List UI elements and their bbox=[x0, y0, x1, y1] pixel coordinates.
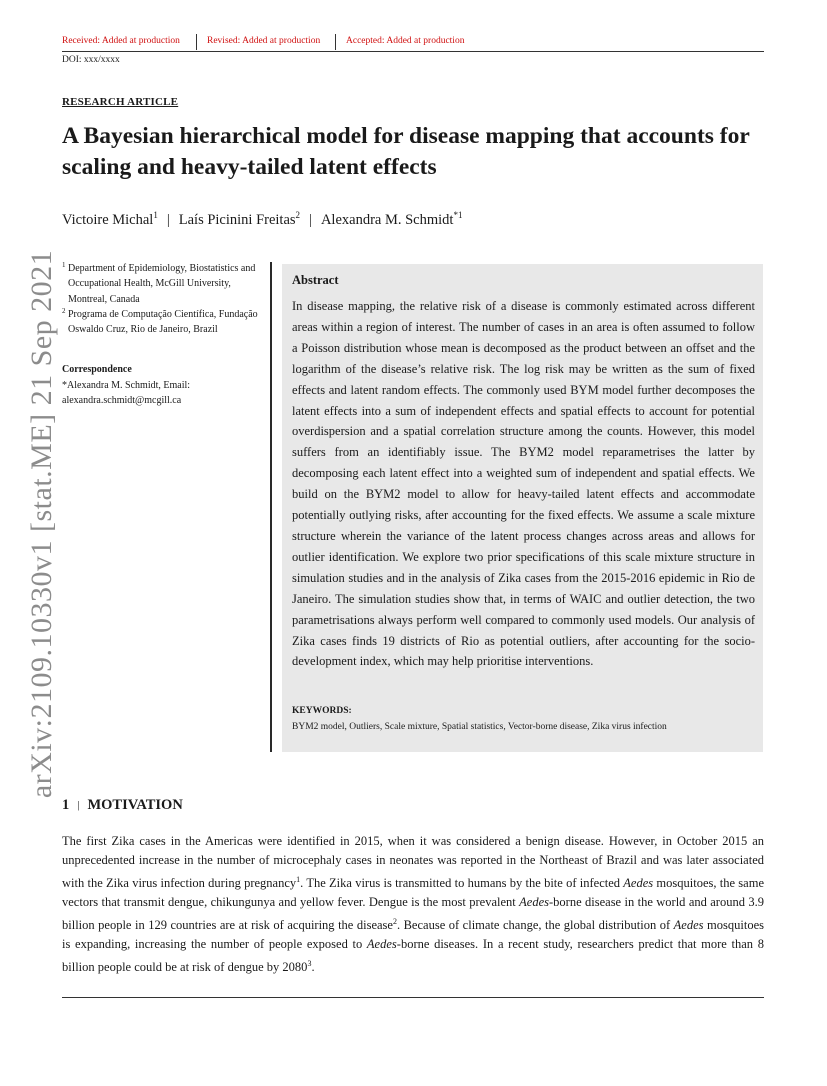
accepted-date: Accepted: Added at production bbox=[346, 36, 465, 46]
keywords-list: BYM2 model, Outliers, Scale mixture, Spatial statistics, Vector-borne disease, Zika virus infection bbox=[292, 722, 667, 732]
body-text-run: . Because of climate change, the global distribution of bbox=[396, 918, 674, 933]
affiliation-mark: 2 bbox=[62, 306, 66, 315]
doi: DOI: xxx/xxxx bbox=[62, 55, 120, 65]
affiliation-mark: 1 bbox=[62, 261, 66, 269]
correspondence-author: *Alexandra M. Schmidt, Email: bbox=[62, 380, 191, 391]
arxiv-stamp: arXiv:2109.10330v1 [stat.ME] 21 Sep 2021 bbox=[25, 249, 58, 799]
citation-link[interactable]: 3 bbox=[307, 959, 312, 969]
paper-title: A Bayesian hierarchical model for disease mapping that accounts for scaling and heavy-tailed latent effects bbox=[62, 123, 750, 180]
revised-date: Revised: Added at production bbox=[207, 36, 321, 46]
divider bbox=[196, 34, 197, 50]
author-name: Alexandra M. Schmidt bbox=[320, 211, 454, 228]
author-affil-mark: *1 bbox=[453, 210, 463, 220]
section-title: MOTIVATION bbox=[87, 797, 183, 813]
correspondence-details bbox=[62, 378, 267, 409]
body-text-run: mosquitoes is expanding, increasing the number of people exposed to bbox=[62, 918, 764, 952]
correspondence-heading: Correspondence bbox=[62, 364, 132, 375]
body-text-run: . bbox=[311, 960, 315, 975]
abstract-heading: Abstract bbox=[292, 273, 339, 287]
section-number: 1 bbox=[62, 797, 70, 813]
received-date: Received: Added at production bbox=[62, 36, 180, 46]
italic-term: Aedes bbox=[623, 876, 654, 891]
author-name: Laís Picinini Freitas bbox=[178, 211, 296, 228]
citation-link[interactable]: 2 bbox=[392, 917, 397, 927]
section-heading bbox=[62, 797, 183, 814]
keywords-heading: KEYWORDS: bbox=[292, 706, 352, 716]
affiliations bbox=[62, 261, 262, 337]
section-separator: | bbox=[77, 799, 80, 811]
body-text-run: -borne disease in the world and around 3.9 billion people in 129 countries are at risk of acquiring the disease bbox=[62, 895, 764, 933]
affiliation-text: Department of Epidemiology, Biostatistics and Occupational Health, McGill University, Montreal, Canada bbox=[68, 263, 256, 305]
author-affil-mark: 1 bbox=[153, 210, 158, 220]
affiliation bbox=[62, 307, 262, 338]
correspondence-email[interactable]: alexandra.schmidt@mcgill.ca bbox=[62, 395, 182, 407]
history-bar bbox=[62, 36, 764, 50]
body-text-run: mosquitoes, the same vectors that transmit dengue, chikungunya and yellow fever. Dengue is the most prevalent bbox=[62, 876, 764, 910]
citation-link[interactable]: 1 bbox=[296, 875, 301, 884]
author-list bbox=[62, 210, 462, 229]
abstract-text: In disease mapping, the relative risk of a disease is commonly estimated across different areas within a region of interest. The number of cases in an area is often assumed to follow a Poisson distribution whose mean is decomposed as the product between an offset and the logarithm of the disease’s relative risk. The log risk may be written as the sum of fixed effects and latent random effects. The commonly used BYM model further decomposes the latent effects into a sum of independent effects and spatial effects to account for potential overdispersion and a spatial correlation structure among the counts. However, this model suffers from an identifiably issue. The BYM2 model reparametrises the latter by decomposing each latent effect into a weighted sum of independent and spatial effects. We build on the BYM2 model to allow for heavy-tailed latent effects and accommodate potentially outlying risks, after accounting for the fixed effects. We assume a scale mixture structure wherein the variance of the latent process changes across areas and allows for outlier identification. We explore two prior specifications of this scale mixture structure in simulation studies and in the analysis of Zika cases from the 2015-2016 epidemic in Rio de Janeiro. The simulation studies show that, in terms of WAIC and outlier detection, the two parametrisations always perform well compared to commonly used models. Our analysis of Zika cases finds 19 districts of Rio as potential outliers, after accounting for the socio-development index, which may help prioritise interventions. bbox=[292, 299, 755, 669]
affiliation-text: Programa de Computação Científica, Fundação Oswaldo Cruz, Rio de Janeiro, Brazil bbox=[68, 308, 258, 336]
author-name: Victoire Michal bbox=[62, 211, 154, 228]
italic-term: Aedes bbox=[366, 937, 397, 952]
italic-term: Aedes bbox=[519, 895, 549, 910]
divider bbox=[335, 34, 336, 50]
author-separator: | bbox=[309, 211, 312, 228]
body-text-run: -borne diseases. In a recent study, researchers predict that more than 8 billion people could be at risk of dengue by 2080 bbox=[62, 937, 764, 975]
author-affil-mark: 2 bbox=[295, 210, 301, 220]
footer-rule bbox=[62, 997, 764, 998]
body-text-run: The first Zika cases in the Americas were identified in 2015, when it was considered a benign disease. However, in October 2015 an unprecedented increase in the number of microcephaly cases in neonates was reported in the Northeast of Brazil and was later associated with the Zika virus infection during pregnancy bbox=[62, 834, 764, 891]
header-rule bbox=[62, 51, 764, 52]
body-paragraph bbox=[62, 832, 764, 977]
column-divider bbox=[270, 262, 272, 752]
italic-term: Aedes bbox=[673, 918, 704, 933]
author-separator: | bbox=[166, 211, 170, 228]
body-text-run: . The Zika virus is transmitted to humans by the bite of infected bbox=[300, 876, 624, 891]
affiliation bbox=[62, 261, 262, 307]
article-type: RESEARCH ARTICLE bbox=[62, 96, 179, 108]
